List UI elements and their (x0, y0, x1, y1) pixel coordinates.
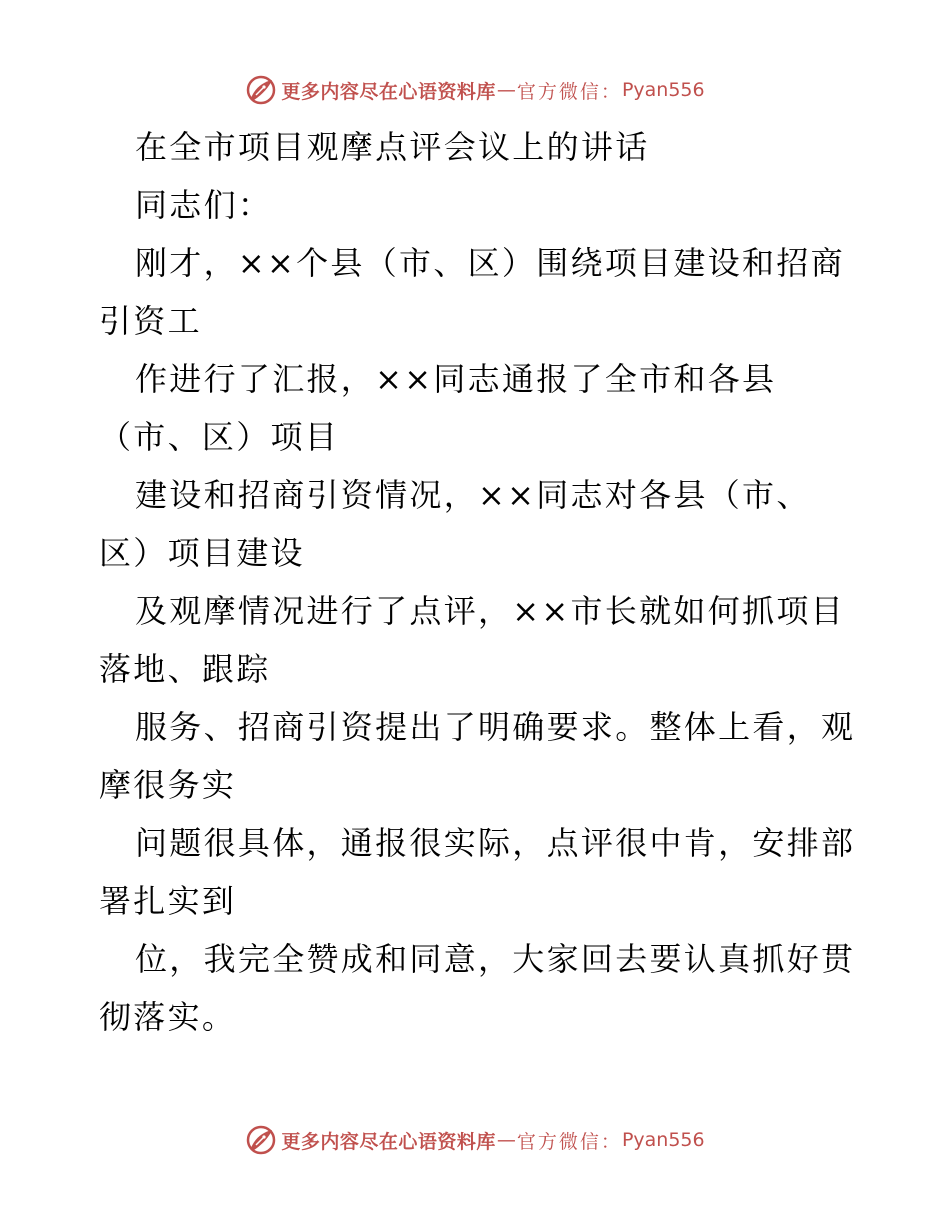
paragraph-line: 问题很具体，通报很实际，点评很中肯，安排部 (135, 824, 856, 862)
paragraph-line: 区）项目建设 (99, 534, 305, 572)
watermark-wechat-id: Pyan556 (621, 79, 705, 101)
paragraph-line: 建设和招商引资情况，××同志对各县（市、 (135, 476, 811, 514)
document-salutation: 同志们： (135, 186, 273, 224)
watermark-brand-text: 更多内容尽在心语资料库 (281, 1130, 496, 1153)
document-title: 在全市项目观摩点评会议上的讲话 (135, 128, 650, 166)
watermark-official-label: 官方微信： (516, 1130, 622, 1153)
paragraph-line: 位，我完全赞成和同意，大家回去要认真抓好贯 (135, 940, 856, 978)
watermark-separator: — (496, 1129, 516, 1151)
paragraph-line: 服务、招商引资提出了明确要求。整体上看，观 (135, 708, 856, 746)
pen-nib-logo-icon (245, 74, 277, 106)
footer-watermark (0, 1120, 950, 1160)
document-body (99, 118, 859, 1046)
paragraph-line: 落地、跟踪 (99, 650, 271, 688)
paragraph-line: 摩很务实 (99, 766, 237, 804)
paragraph-line: 及观摩情况进行了点评，××市长就如何抓项目 (135, 592, 845, 630)
paragraph-line: 署扎实到 (99, 882, 237, 920)
watermark-separator: — (496, 79, 516, 101)
paragraph-line: （市、区）项目 (99, 418, 340, 456)
paragraph-line: 刚才，××个县（市、区）围绕项目建设和招商 (135, 244, 845, 282)
header-watermark (0, 70, 950, 110)
paragraph-line: 作进行了汇报，××同志通报了全市和各县 (135, 360, 777, 398)
watermark-wechat-id: Pyan556 (621, 1129, 705, 1151)
pen-nib-logo-icon (245, 1124, 277, 1156)
watermark-brand-text: 更多内容尽在心语资料库 (281, 80, 496, 103)
watermark-official-label: 官方微信： (516, 80, 622, 103)
paragraph-line: 引资工 (99, 302, 202, 340)
paragraph-line: 彻落实。 (99, 998, 237, 1036)
